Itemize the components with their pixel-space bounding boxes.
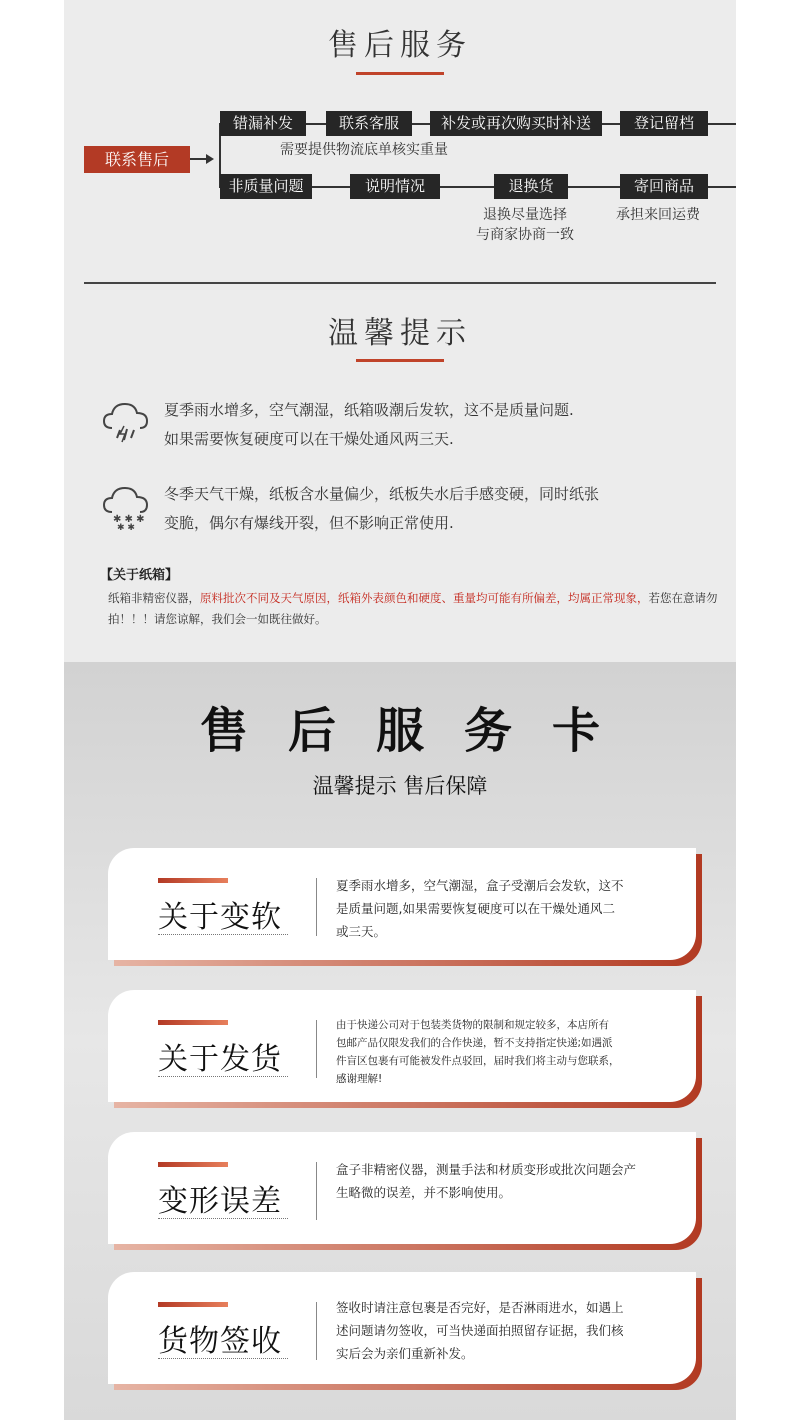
title-underline (356, 359, 444, 362)
flow-note: 需要提供物流底单核实重量 (280, 142, 448, 158)
after-sales-title: 售后服务 (328, 28, 472, 63)
info-card (108, 990, 696, 1102)
card-body (108, 848, 696, 960)
tip-text: 夏季雨水增多，空气潮湿，纸箱吸潮后发软，这不是质量问题. 如果需要恢复硬度可以在干燥处通风两三天. (164, 401, 574, 448)
flow-arrow-icon (206, 154, 214, 164)
service-card-subtitle: 温馨提示 售后保障 (312, 774, 488, 798)
card-separator (316, 1302, 317, 1360)
title-underline (356, 72, 444, 75)
service-card-title: 售后服务卡 (199, 703, 640, 759)
about-carton-text (108, 588, 720, 630)
card-body (108, 990, 696, 1102)
card-accent-bar (158, 1302, 228, 1307)
card-heading: 关于发货 (158, 1042, 282, 1077)
card-dotted-line (158, 1218, 288, 1219)
card-dotted-line (158, 1076, 288, 1077)
flow-note: 退换尽量选择 与商家协商一致 (476, 207, 574, 243)
flow-note: 承担来回运费 (616, 207, 700, 223)
snow-cloud-icon (100, 480, 152, 532)
tips-title: 温馨提示 (328, 316, 472, 351)
card-accent-bar (158, 1020, 228, 1025)
info-card (108, 1272, 696, 1384)
flow-step-box: 退换货 (494, 174, 568, 199)
service-card-section (64, 662, 736, 1420)
card-separator (316, 878, 317, 936)
card-text: 签收时请注意包裹是否完好，是否淋雨进水，如遇上 述问题请勿签收，可当快递面拍照留存证据，我们核 实后会为亲们重新补发。 (336, 1300, 624, 1361)
card-text: 盒子非精密仪器，测量手法和材质变形或批次问题会产 生略微的误差，并不影响使用。 (336, 1162, 637, 1200)
flow-step-box: 非质量问题 (220, 174, 312, 199)
info-card (108, 1132, 696, 1244)
card-text: 由于快递公司对于包装类货物的限制和规定较多，本店所有 包邮产品仅限发我们的合作快递，暂不支持指定快递;如遇派 件盲区包裹有可能被发件点驳回，届时我们将主动与您联系， 感谢理解! (336, 1019, 620, 1085)
contact-after-sales-label: 联系售后 (84, 146, 190, 173)
card-body (108, 1272, 696, 1384)
about-text-black: 若您在意请勿拍！！！请您谅解，我们会一如既往做好。 (108, 591, 718, 626)
card-heading: 变形误差 (158, 1184, 282, 1219)
about-carton-heading: 【关于纸箱】 (100, 568, 179, 583)
flow-step-box: 补发或再次购买时补送 (430, 111, 602, 136)
card-accent-bar (158, 878, 228, 883)
page (64, 0, 736, 1420)
card-dotted-line (158, 1358, 288, 1359)
card-heading: 货物签收 (158, 1324, 282, 1359)
flow-step-box: 寄回商品 (620, 174, 708, 199)
section-divider (84, 282, 716, 284)
card-separator (316, 1162, 317, 1220)
info-card (108, 848, 696, 960)
svg-text:✱ ✱ ✱: ✱ ✱ ✱ (113, 514, 145, 525)
tip-text: 冬季天气干燥，纸板含水量偏少，纸板失水后手感变硬，同时纸张 变脆，偶尔有爆线开裂，但不影响正常使用. (164, 485, 600, 532)
card-accent-bar (158, 1162, 228, 1167)
card-body (108, 1132, 696, 1244)
rain-cloud-icon (100, 396, 152, 448)
about-text-red: 原料批次不同及天气原因，纸箱外表颜色和硬度、重量均可能有所偏差，均属正常现象， (200, 591, 649, 605)
card-separator (316, 1020, 317, 1078)
flow-step-box: 错漏补发 (220, 111, 306, 136)
card-dotted-line (158, 934, 288, 935)
card-heading: 关于变软 (158, 900, 282, 935)
flow-step-box: 联系客服 (326, 111, 412, 136)
flow-step-box: 登记留档 (620, 111, 708, 136)
after-sales-info-section (64, 0, 736, 662)
svg-text:✱ ✱: ✱ ✱ (117, 523, 135, 532)
flow-step-box: 说明情况 (350, 174, 440, 199)
card-text: 夏季雨水增多，空气潮湿，盒子受潮后会发软，这不 是质量问题,如果需要恢复硬度可以在干燥处通风二 或三天。 (336, 878, 624, 939)
about-text-black: 纸箱非精密仪器， (108, 591, 200, 605)
